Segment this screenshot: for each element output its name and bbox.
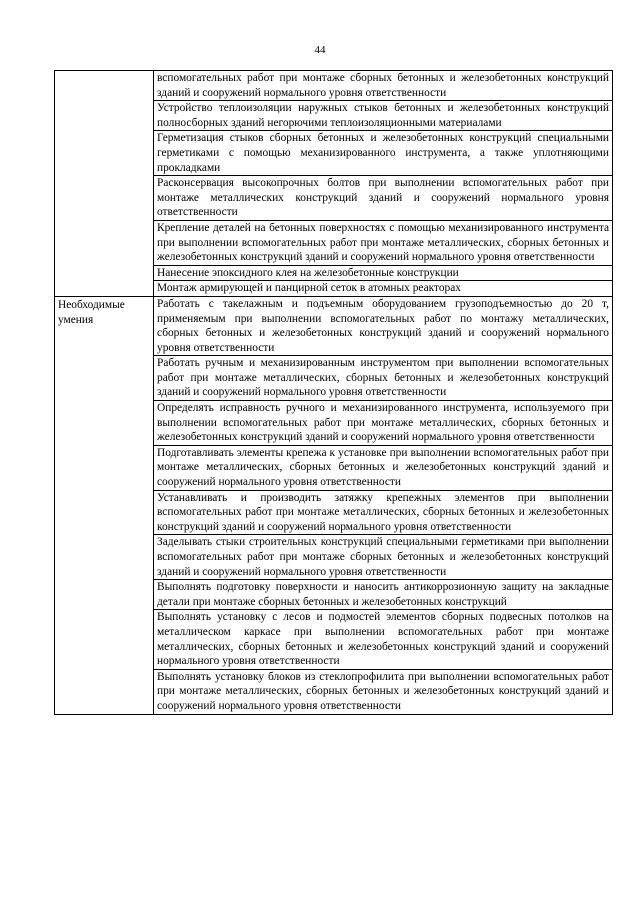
cell-text: Выполнять установку с лесов и подмостей элементов сборных подвесных потолков на металлическом каркасе при выполнении вспомогательных работ при монтаже металлических, сборных бетонных и железобетонных конструкций зданий и сооружений нормального уровня ответственности — [157, 611, 609, 668]
content-cell — [154, 669, 613, 714]
content-cell — [154, 356, 613, 401]
cell-text: Нанесение эпоксидного клея на железобетонные конструкции — [157, 266, 459, 279]
content-cell — [154, 101, 613, 131]
content-cell — [154, 580, 613, 610]
cell-text: Устройство теплоизоляции наружных стыков бетонных и железобетонных конструкций полносборных зданий негорючими теплоизоляционными материалами — [157, 102, 609, 129]
content-cell — [154, 220, 613, 265]
labor-functions-table — [54, 70, 613, 715]
cell-text: Выполнять подготовку поверхности и наносить антикоррозионную защиту на закладные детали при монтаже сборных бетонных и железобетонных конструкций — [157, 581, 609, 608]
content-cell — [154, 265, 613, 281]
cell-text: Подготавливать элементы крепежа к установке при выполнении вспомогательных работ при монтаже металлических, сборных бетонных и железобетонных конструкций зданий и сооружений нормального уровня ответственности — [157, 446, 609, 489]
cell-text: Крепление деталей на бетонных поверхностях с помощью механизированного инструмента при выполнении вспомогательных работ при монтаже металлических, сборных бетонных и железобетонных конструкций зданий и сооружений нормального уровня ответственности — [157, 221, 609, 264]
page-number: 44 — [314, 44, 326, 56]
cell-text: Работать ручным и механизированным инструментом при выполнении вспомогательных работ при монтаже металлических, сборных бетонных и железобетонных конструкций зданий и сооружений нормального уровня ответственности — [157, 357, 609, 399]
section-label-cell — [55, 296, 154, 714]
cell-text: Заделывать стыки строительных конструкций специальными герметиками при выполнении вспомогательных работ при монтаже сборных бетонных и железобетонных конструкций зданий и сооружений нормального уровня ответственности — [157, 536, 609, 578]
content-cell — [154, 131, 613, 176]
content-cell — [154, 610, 613, 669]
content-cell — [154, 490, 613, 535]
cell-text: Определять исправность ручного и механизированного инструмента, используемого при выполнении вспомогательных работ при монтаже металлических, сборных бетонных и железобетонных конструкций зданий и сооружений нормального уровня ответственности — [157, 402, 609, 444]
cell-text: Герметизация стыков сборных бетонных и железобетонных конструкций специальными герметиками с помощью механизированного инструмента, а также уплотняющими прокладками — [157, 132, 609, 174]
cell-text: Работать с такелажным и подъемным оборудованием грузоподъемностью до 20 т, применяемым при выполнении вспомогательных работ по монтажу металлических, сборных бетонных и железобетонных конструкций зданий и сооружений нормального уровня ответственности — [157, 297, 609, 354]
table-body — [55, 71, 613, 715]
section-label-cell — [55, 71, 154, 297]
content-cell — [154, 445, 613, 490]
cell-text: Расконсервация высокопрочных болтов при выполнении вспомогательных работ при монтаже металлических конструкций зданий и сооружений нормального уровня ответственности — [157, 177, 609, 219]
section-label: Необходимые умения — [58, 298, 125, 326]
table-row — [55, 71, 613, 101]
content-cell — [154, 71, 613, 101]
cell-text: Выполнять установку блоков из стеклопрофилита при выполнении вспомогательных работ при монтаже металлических, сборных бетонных и железобетонных конструкций зданий и сооружений нормального уровня ответственности — [157, 670, 609, 712]
content-cell — [154, 296, 613, 355]
cell-text: вспомогательных работ при монтаже сборных бетонных и железобетонных конструкций зданий и сооружений нормального уровня ответственности — [157, 72, 609, 99]
cell-text: Устанавливать и производить затяжку крепежных элементов при выполнении вспомогательных работ при монтаже металлических, сборных бетонных и железобетонных конструкций зданий и сооружений нормального уровня ответственности — [157, 491, 609, 533]
content-cell — [154, 401, 613, 446]
content-cell — [154, 176, 613, 221]
table-row — [55, 296, 613, 355]
cell-text: Монтаж армирующей и панцирной сеток в атомных реакторах — [157, 282, 461, 295]
content-cell — [154, 281, 613, 297]
content-cell — [154, 535, 613, 580]
